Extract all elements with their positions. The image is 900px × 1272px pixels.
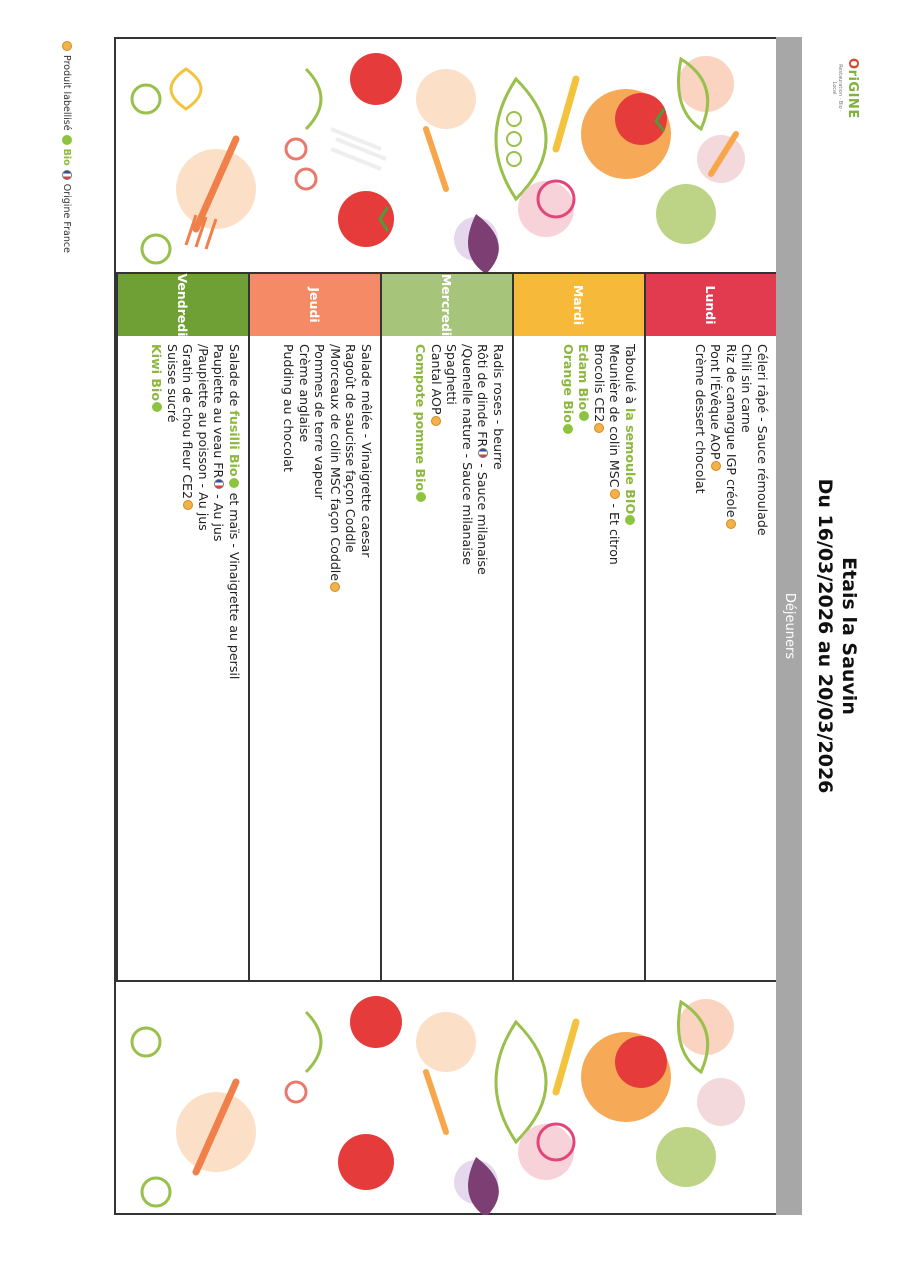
dish-text: Salade mêlée - Vinaigrette caesar [359, 344, 374, 558]
dish-text: Brocolis CE2 [592, 344, 607, 423]
bio-text: Compote pomme Bio [413, 344, 429, 492]
day-name: Mardi [571, 284, 587, 326]
dish-text: /Paupiette au poisson - Au jus [196, 344, 211, 531]
bio-badge-icon [63, 135, 73, 145]
label-badge-icon [183, 500, 193, 510]
france-flag-icon [214, 479, 224, 489]
menu-item [165, 344, 181, 970]
dish-text: Taboulé à [623, 344, 638, 408]
day-name: Vendredi [175, 273, 191, 337]
menu-item [312, 344, 328, 970]
day-name: Jeudi [307, 287, 323, 323]
menu-item [227, 344, 243, 970]
bio-badge-icon [230, 478, 240, 488]
menu-item [343, 344, 359, 970]
day-menu-mardi [512, 336, 644, 980]
dish-text: Pont l'Évêque AOP [708, 344, 724, 460]
day-header-mercredi [380, 274, 512, 336]
menu-item [460, 344, 476, 970]
food-illustration-left [116, 39, 776, 274]
dish-text: et maïs [227, 488, 242, 540]
label-badge-icon [331, 582, 341, 592]
dish-text: Pommes de terre vapeur [312, 344, 328, 500]
menu-item [693, 344, 709, 970]
bio-text: fusilli Bio [227, 410, 242, 477]
bio-badge-icon [626, 515, 636, 525]
dish-text: - Et citron [607, 499, 623, 565]
menu-item [149, 344, 165, 970]
dish-text: Rôti de dinde FR [475, 344, 491, 448]
menu-item [328, 344, 344, 970]
dish-text: Riz de camargue IGP créole [724, 344, 739, 518]
dish-text: Crème dessert chocolat [693, 344, 708, 494]
legend-france: Origine France [61, 183, 72, 253]
menu-item [576, 344, 592, 970]
dish-text: /Morceaux de colin MSC façon Coddle [328, 344, 343, 582]
menu-item [429, 344, 445, 970]
menu-item [561, 344, 577, 970]
day-menu-vendredi [116, 336, 248, 980]
france-flag-icon [63, 170, 73, 180]
dish-text: - Sauce milanaise [475, 459, 491, 575]
legend-labelled: Produit labellisé [61, 55, 72, 131]
menu-item [592, 344, 608, 970]
menu-item [491, 344, 507, 970]
menu-item [180, 344, 196, 970]
legend-bio: Bio [61, 148, 72, 166]
dish-text: - Au jus [211, 490, 227, 542]
label-badge-icon [610, 489, 620, 499]
dish-text: /Quenelle nature - Sauce milanaise [460, 344, 475, 566]
france-flag-icon [478, 448, 488, 458]
dish-text: Gratin de chou fleur CE2 [180, 344, 196, 500]
food-illustration-icon [116, 39, 776, 272]
meal-section-bar [776, 37, 802, 1215]
bio-badge-icon [416, 492, 426, 502]
label-badge-icon [595, 423, 605, 433]
menu-item [724, 344, 740, 970]
legend [61, 40, 72, 253]
menu-item [755, 344, 771, 970]
day-header-mardi [512, 274, 644, 336]
day-header-vendredi [116, 274, 248, 336]
day-menu-lundi [644, 336, 776, 980]
bio-badge-icon [579, 411, 589, 421]
menu-title: Etais la Sauvin [838, 557, 860, 715]
meal-section-label: Déjeuners [782, 592, 797, 660]
bio-text: Orange Bio [561, 344, 576, 423]
menu-item [475, 344, 491, 970]
origine-logo: OriGINE Restauration · Bio · Local [831, 58, 860, 119]
dish-text: Suisse sucré [165, 344, 180, 423]
menu-item [607, 344, 623, 970]
menu-item [739, 344, 755, 970]
menu-item [359, 344, 375, 970]
menu-item [444, 344, 460, 970]
dish-text: - Vinaigrette au persil [227, 539, 242, 680]
dish-text: Spaghetti [444, 344, 460, 405]
day-menu-mercredi [380, 336, 512, 980]
day-header-jeudi [248, 274, 380, 336]
menu-item [623, 344, 639, 970]
menu-item [196, 344, 212, 970]
dish-text: Chili sin carne [739, 344, 755, 433]
bio-text: Kiwi Bio [149, 344, 165, 401]
menu-item [281, 344, 297, 970]
dish-text: Ragoût de saucisse façon Coddle [343, 344, 359, 553]
bio-text: Edam Bio [576, 344, 592, 411]
bio-badge-icon [152, 402, 162, 412]
menu-item [413, 344, 429, 970]
day-header-lundi [644, 274, 776, 336]
dish-text: Crème anglaise [297, 344, 312, 443]
day-name: Lundi [703, 285, 719, 325]
dish-text: Céleri râpé - Sauce rémoulade [755, 344, 770, 536]
bio-badge-icon [564, 424, 574, 434]
dish-text: Salade de [227, 344, 242, 411]
label-badge-icon [727, 519, 737, 529]
menu-item [211, 344, 227, 970]
dish-text: Paupiette au veau FR [211, 344, 227, 479]
label-badge-icon [432, 416, 442, 426]
food-illustration-icon [116, 982, 776, 1215]
food-illustration-right [116, 980, 776, 1215]
dish-text: Radis roses - beurre [491, 344, 506, 470]
menu-dates: Du 16/03/2026 au 20/03/2026 [814, 478, 836, 794]
day-menu-jeudi [248, 336, 380, 980]
dish-text: Pudding au chocolat [281, 344, 297, 472]
bio-text: la semoule BIO [623, 407, 638, 515]
menu-item [297, 344, 313, 970]
label-badge-icon [63, 41, 73, 51]
day-name: Mercredi [439, 273, 455, 337]
dish-text: Meunière de colin MSC [607, 344, 623, 488]
dish-text: Cantal AOP [429, 344, 444, 415]
label-badge-icon [711, 461, 721, 471]
menu-item [708, 344, 724, 970]
